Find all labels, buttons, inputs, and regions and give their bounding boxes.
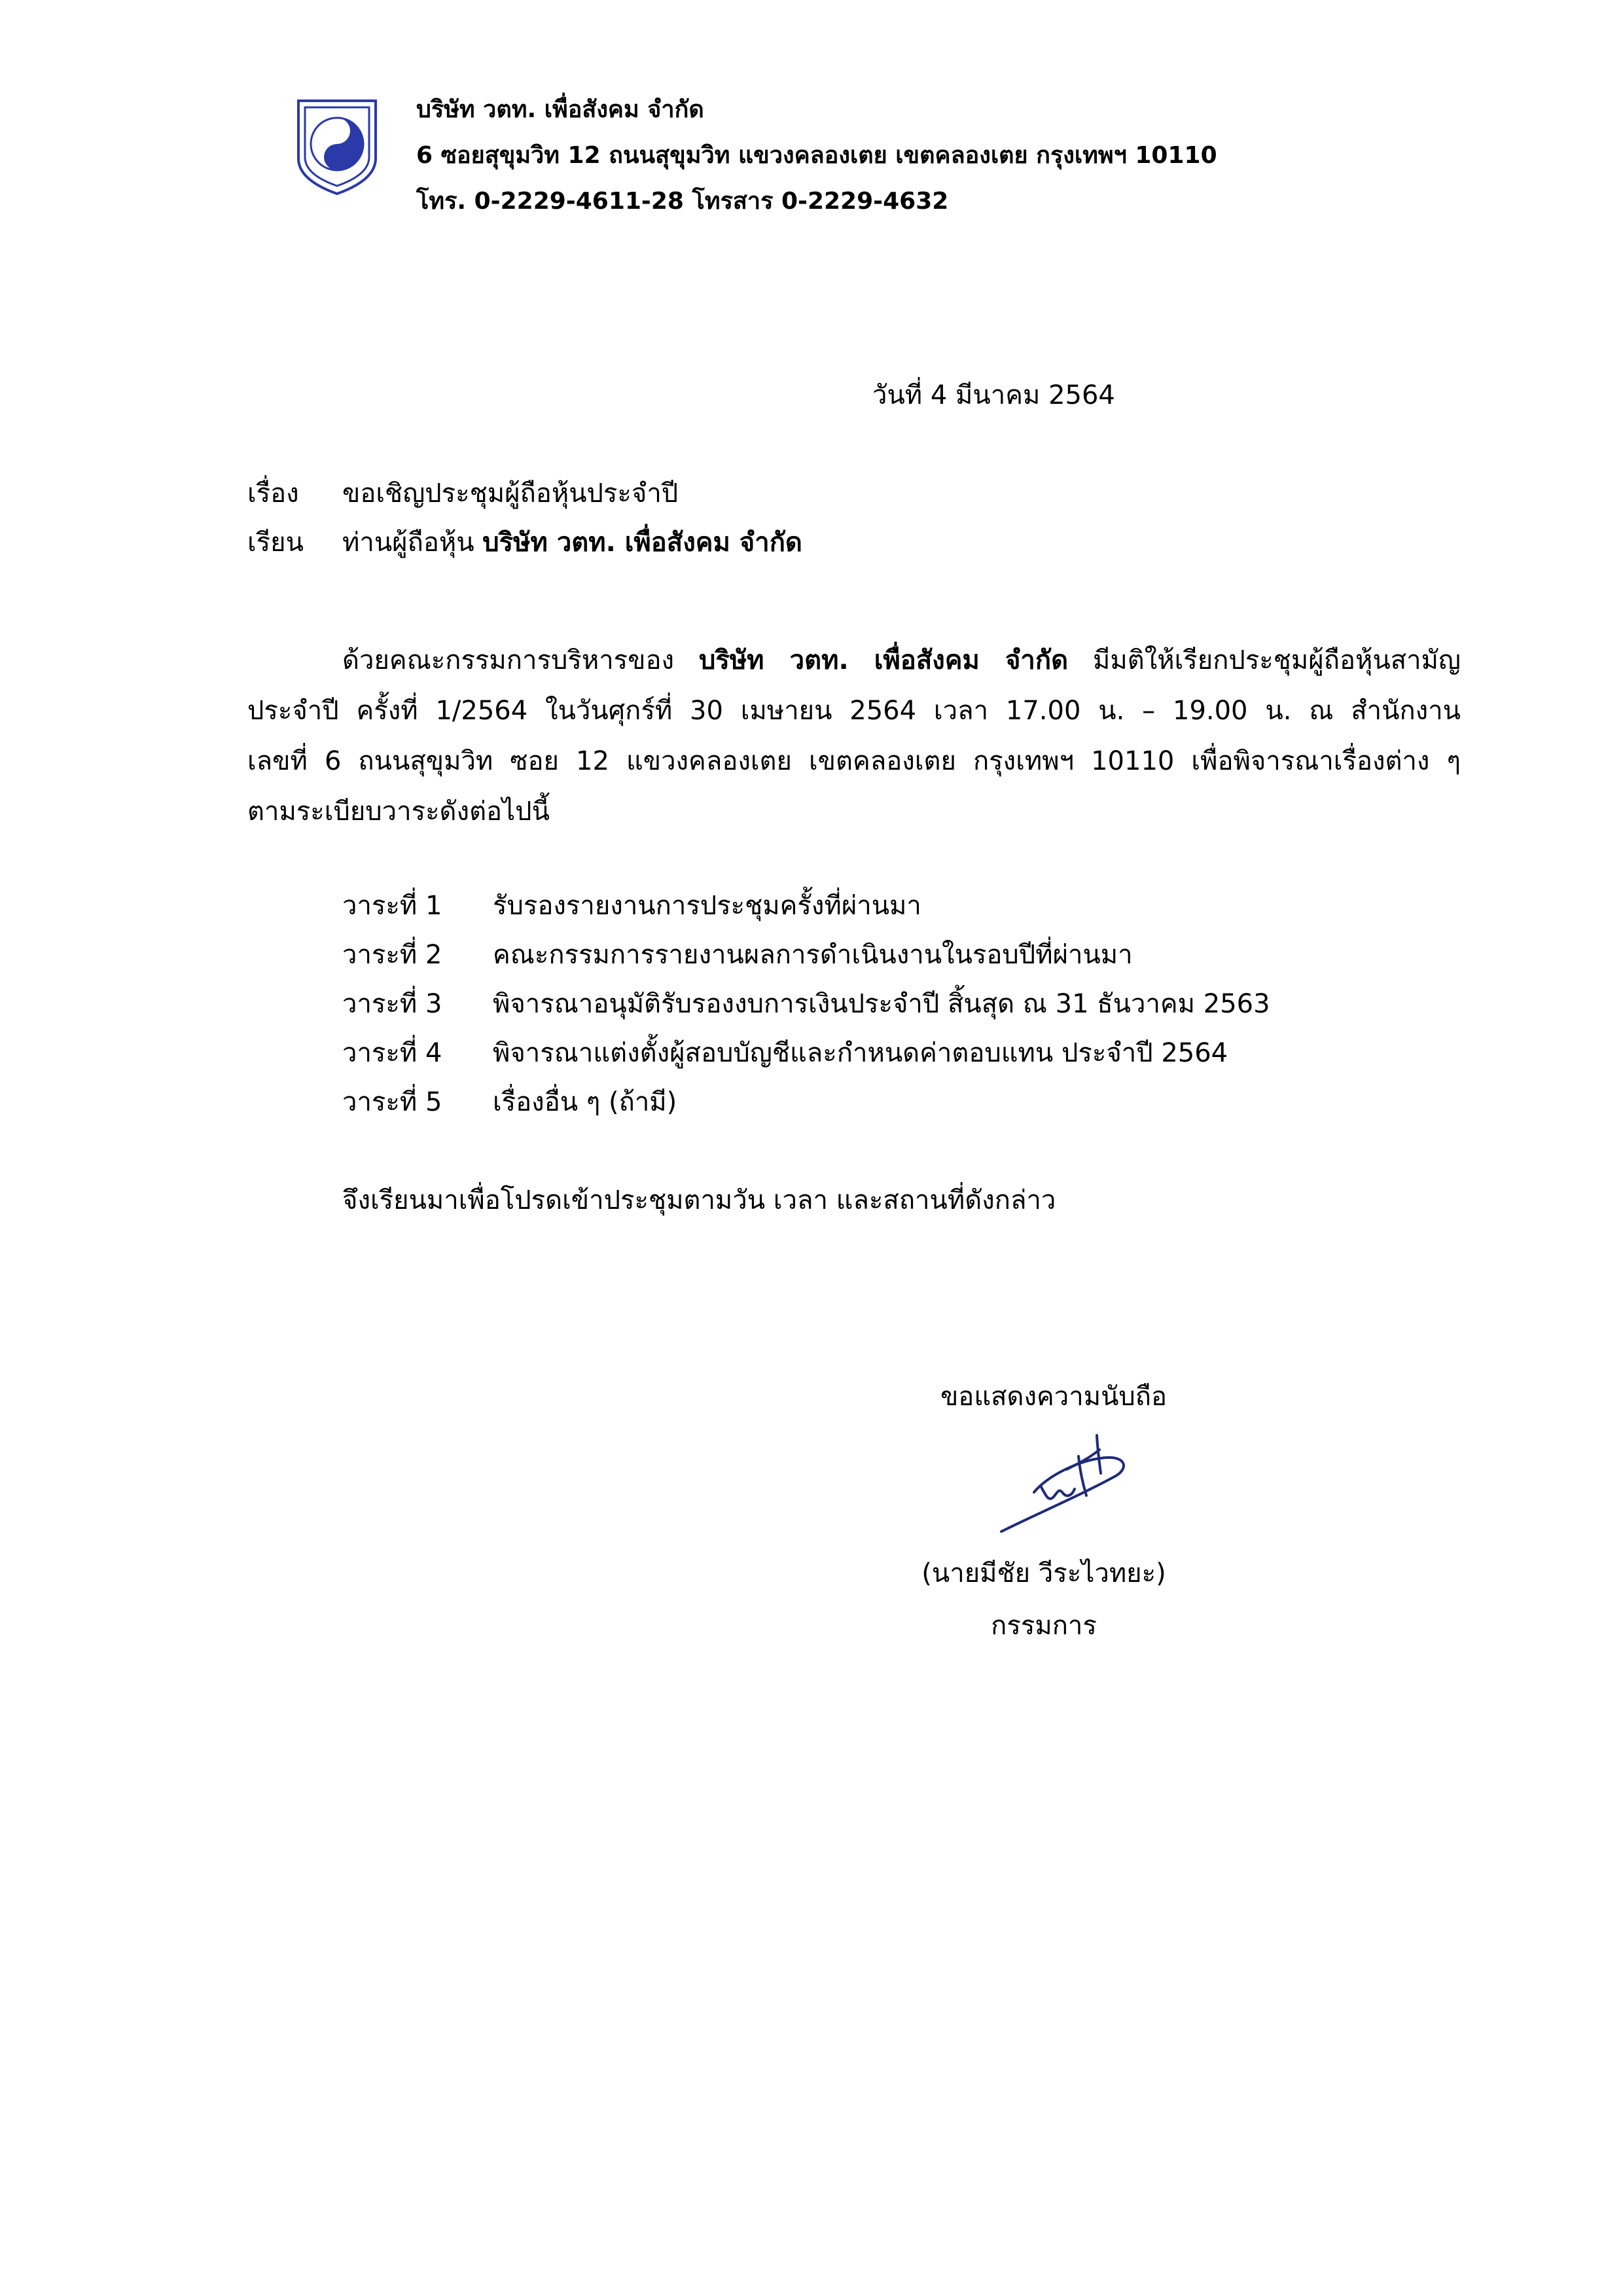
body-line-1-company: บริษัท วตท. เพื่อสังคม จำกัด: [698, 645, 1069, 675]
closing-sentence: จึงเรียนมาเพื่อโปรดเข้าประชุมตามวัน เวลา และสถานที่ดังกล่าว: [342, 1185, 1056, 1215]
agenda-item: [342, 890, 921, 922]
agenda-item: [342, 939, 1133, 971]
signature-icon: [995, 1430, 1132, 1541]
agenda-item: [342, 1037, 1228, 1069]
recipient-text: [342, 527, 802, 558]
agenda-item-label: วาระที่ 4: [342, 1038, 442, 1068]
letter-date: วันที่ 4 มีนาคม 2564: [872, 380, 1115, 410]
agenda-item-text: คณะกรรมการรายงานผลการดำเนินงานในรอบปีที่ผ่านมา: [493, 940, 1133, 970]
body-line-2: ประจำปี ครั้งที่ 1/2564 ในวันศุกร์ที่ 30 เมษายน 2564 เวลา 17.00 น. – 19.00 น. ณ สำนักงาน: [247, 696, 1461, 726]
agenda-item: [342, 1086, 677, 1118]
agenda-item: [342, 988, 1270, 1020]
signoff: ขอแสดงความนับถือ: [940, 1382, 1168, 1412]
agenda-item-label: วาระที่ 5: [342, 1087, 442, 1117]
company-contact: โทร. 0-2229-4611-28 โทรสาร 0-2229-4632: [416, 188, 949, 215]
subject-text: ขอเชิญประชุมผู้ถือหุ้นประจำปี: [342, 478, 679, 509]
agenda-item-text: เรื่องอื่น ๆ (ถ้ามี): [493, 1087, 677, 1117]
company-name: บริษัท วตท. เพื่อสังคม จำกัด: [416, 96, 704, 123]
agenda-item-text: พิจารณาอนุมัติรับรองงบการเงินประจำปี สิ้นสุด ณ 31 ธันวาคม 2563: [493, 989, 1270, 1019]
body-line-3: เลขที่ 6 ถนนสุขุมวิท ซอย 12 แขวงคลองเตย เขตคลองเตย กรุงเทพฯ 10110 เพื่อพิจารณาเรื่องต่าง ๆ: [247, 746, 1461, 776]
agenda-item-label: วาระที่ 3: [342, 989, 442, 1019]
subject-label: เรื่อง: [247, 478, 299, 509]
company-logo: [296, 98, 378, 196]
body-line-1-pre: ด้วยคณะกรรมการบริหารของ: [342, 645, 675, 675]
signature-image: [995, 1430, 1132, 1541]
logo-shield-icon: [296, 98, 378, 196]
agenda-item-text: รับรองรายงานการประชุมครั้งที่ผ่านมา: [493, 891, 921, 921]
body-line-4: ตามระเบียบวาระดังต่อไปนี้: [247, 797, 550, 827]
agenda-item-label: วาระที่ 2: [342, 940, 442, 970]
agenda-item-text: พิจารณาแต่งตั้งผู้สอบบัญชีและกำหนดค่าตอบแทน ประจำปี 2564: [493, 1038, 1228, 1068]
body-line-1: [342, 645, 1461, 676]
agenda-item-label: วาระที่ 1: [342, 891, 442, 921]
body-line-1-post: มีมติให้เรียกประชุมผู้ถือหุ้นสามัญ: [1093, 645, 1461, 675]
signer-name: (นายมีชัย วีระไวทยะ): [921, 1558, 1166, 1588]
recipient-title: ท่านผู้ถือหุ้น: [342, 528, 474, 558]
recipient-label: เรียน: [247, 528, 304, 558]
recipient-company: บริษัท วตท. เพื่อสังคม จำกัด: [482, 528, 802, 558]
signer-title: กรรมการ: [991, 1611, 1097, 1641]
company-address: 6 ซอยสุขุมวิท 12 ถนนสุขุมวิท แขวงคลองเตย เขตคลองเตย กรุงเทพฯ 10110: [416, 142, 1217, 169]
